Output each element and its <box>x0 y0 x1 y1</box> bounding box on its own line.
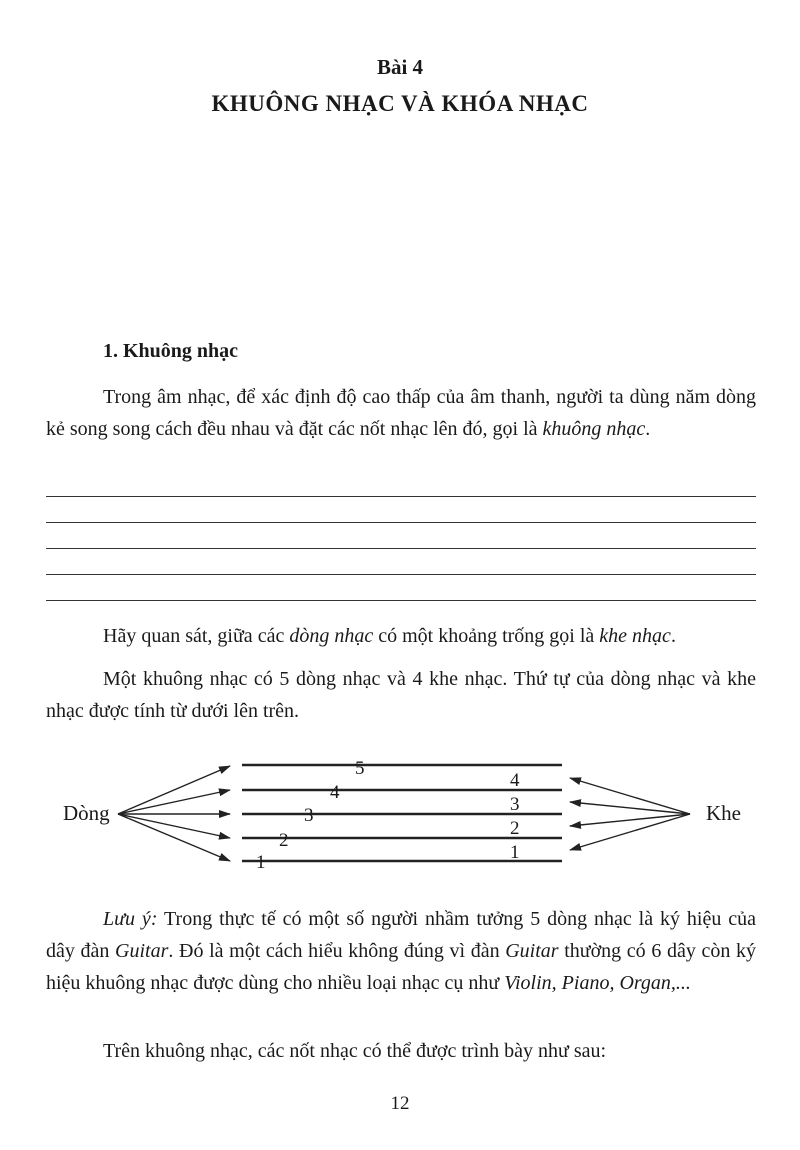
closing-text: Trên khuông nhạc, các nốt nhạc có thể được trình bày như sau: <box>103 1040 607 1062</box>
note-guitar-2: Guitar <box>505 940 559 962</box>
arrow-to-line-5 <box>118 766 230 814</box>
note-guitar-1: Guitar <box>115 940 169 962</box>
space-number-3: 3 <box>510 794 520 815</box>
space-number-1: 1 <box>510 842 520 863</box>
intro-end: . <box>645 418 651 440</box>
lesson-number: Bài 4 <box>376 55 424 79</box>
observe-end: . <box>670 625 676 647</box>
staff-line <box>46 496 756 497</box>
staff-line <box>46 600 756 601</box>
observe-mid: có một khoảng trống gọi là <box>373 625 600 647</box>
arrow-to-line-2 <box>118 814 230 838</box>
space-label: Khe <box>706 801 741 825</box>
note-instruments: Violin, Piano, Organ,... <box>504 972 691 994</box>
observe-text: Hãy quan sát, giữa các <box>103 625 290 647</box>
space-number-4: 4 <box>510 770 520 791</box>
intro-text: Trong âm nhạc, để xác định độ cao thấp của âm thanh, người ta dùng năm dòng kẻ song song cách đều nhau và đặt các nốt nhạc lên đó, gọi là <box>46 386 756 440</box>
line-label: Dòng <box>63 801 110 825</box>
observe-term-line: dòng nhạc <box>289 625 374 647</box>
line-number-1: 1 <box>256 852 266 873</box>
line-number-3: 3 <box>304 805 314 826</box>
staff-line <box>46 548 756 549</box>
order-paragraph <box>46 663 756 727</box>
space-numbers <box>510 770 520 863</box>
intro-paragraph <box>46 381 756 445</box>
note-label: Lưu ý: <box>103 908 158 930</box>
note-text-1: Trong thực tế có một số người nhầm tưởng 5 dòng nhạc là ký hiệu của dây đàn <box>46 908 757 962</box>
line-number-5: 5 <box>355 758 365 779</box>
arrow-to-line-4 <box>118 790 230 814</box>
lesson-title: KHUÔNG NHẠC VÀ KHÓA NHẠC <box>211 91 589 116</box>
staff-line <box>46 522 756 523</box>
line-number-2: 2 <box>279 830 289 851</box>
line-numbers <box>256 758 365 873</box>
staff-diagram <box>0 740 800 890</box>
intro-term: khuông nhạc <box>542 418 646 440</box>
note-paragraph <box>46 903 756 999</box>
line-arrows <box>118 766 230 861</box>
line-number-4: 4 <box>330 782 340 803</box>
staff-line <box>46 574 756 575</box>
note-text-3: thường có 6 dây còn ký hiệu khuông nhạc được dùng cho nhiều loại nhạc cụ như <box>46 940 756 994</box>
space-number-2: 2 <box>510 818 520 839</box>
page-number: 12 <box>390 1093 410 1114</box>
order-text: Một khuông nhạc có 5 dòng nhạc và 4 khe nhạc. Thứ tự của dòng nhạc và khe nhạc được tính từ dưới lên trên. <box>46 668 756 722</box>
note-text-2: . Đó là một cách hiểu không đúng vì đàn <box>168 940 506 962</box>
space-arrows <box>570 778 690 850</box>
arrow-to-line-1 <box>118 814 230 861</box>
observe-term-space: khe nhạc <box>599 625 671 647</box>
section-heading: 1. Khuông nhạc <box>103 340 239 362</box>
observe-paragraph <box>46 620 756 652</box>
closing-paragraph <box>46 1035 756 1067</box>
